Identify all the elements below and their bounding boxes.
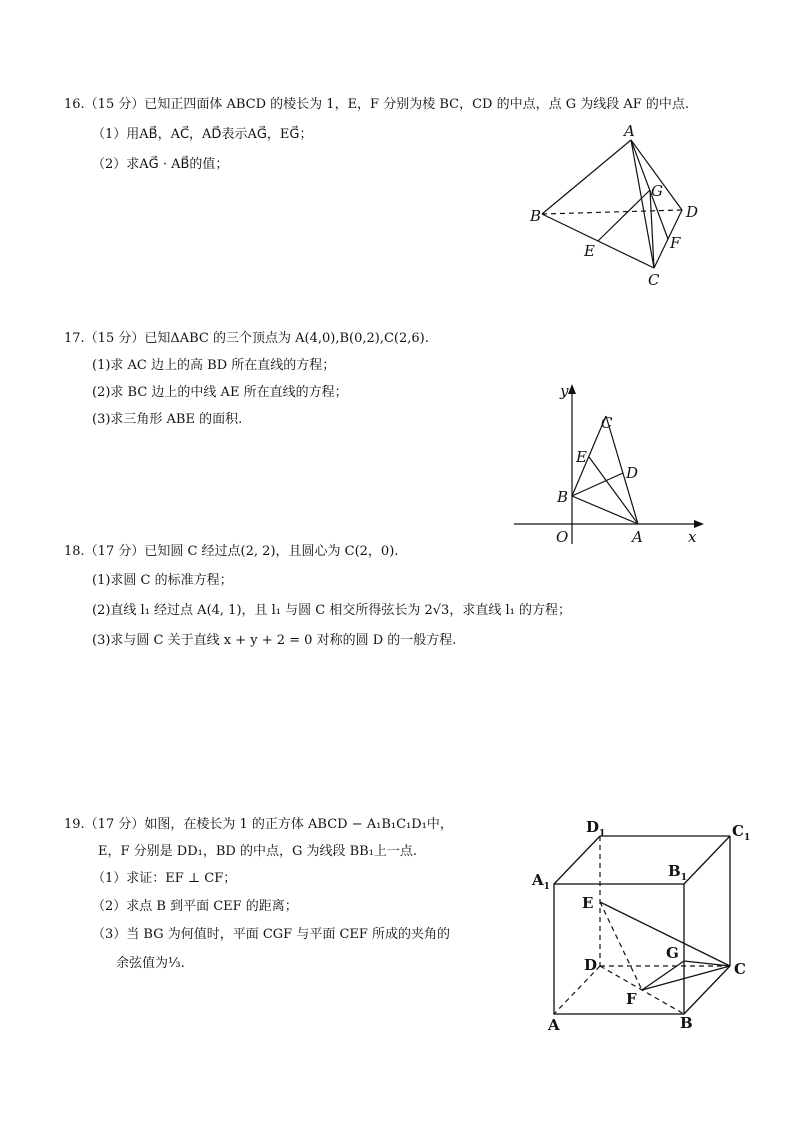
q17-part2: (2)求 BC 边上的中线 AE 所在直线的方程；: [92, 385, 348, 400]
label-g: G: [651, 182, 663, 200]
q19-part2: （2）求点 B 到平面 CEF 的距离；: [92, 899, 298, 914]
y-axis-arrow: [568, 384, 576, 394]
label-b: B: [680, 1014, 693, 1032]
label-c: C: [734, 960, 746, 978]
label-f: F: [626, 990, 637, 1008]
q19-part3-cont: 余弦值为⅓.: [116, 956, 185, 971]
q16-part1: （1）用AB⃗，AC⃗，AD⃗表示AG⃗，EG⃗；: [92, 127, 313, 142]
axis-label-y: y: [560, 382, 569, 400]
label-a: A: [632, 528, 643, 546]
label-g: G: [666, 944, 679, 962]
label-d1: $D_1$: [586, 818, 606, 839]
label-b: B: [530, 207, 542, 225]
label-d: D: [626, 464, 639, 482]
q18-part2: (2)直线 l₁ 经过点 A(4, 1)，且 l₁ 与圆 C 相交所得弦长为 2√3，求直线 l₁ 的方程；: [92, 603, 571, 618]
tetrahedron-figure: [520, 118, 720, 290]
label-e: E: [584, 242, 595, 260]
cube-figure: [528, 814, 758, 1034]
q16-part2: （2）求AG⃗ · AB⃗的值；: [92, 157, 229, 172]
label-c1: $C_1$: [732, 822, 751, 843]
q19-part1: （1）求证：EF ⊥ CF；: [92, 871, 237, 886]
x-axis-arrow: [694, 520, 704, 528]
label-c: C: [601, 414, 613, 432]
q17-part1: (1)求 AC 边上的高 BD 所在直线的方程；: [92, 358, 336, 373]
axis-label-x: x: [688, 528, 697, 546]
label-f: F: [670, 234, 681, 252]
label-d: D: [584, 956, 598, 974]
coordinate-triangle-figure: [510, 380, 710, 550]
q19-stem-line2: E，F 分别是 DD₁，BD 的中点，G 为线段 BB₁上一点.: [98, 844, 418, 859]
label-e: E: [582, 894, 594, 912]
q18-stem: 18.（17 分）已知圆 C 经过点(2, 2)，且圆心为 C(2，0).: [64, 544, 399, 559]
label-b1: $B_1$: [668, 862, 687, 883]
label-a1: $A_1$: [532, 871, 550, 892]
label-d: D: [686, 203, 699, 221]
label-a: A: [548, 1016, 560, 1034]
label-e: E: [576, 448, 587, 466]
q17-part3: (3)求三角形 ABE 的面积.: [92, 412, 243, 427]
label-b: B: [557, 488, 569, 506]
q16-stem: 16.（15 分）已知正四面体 ABCD 的棱长为 1，E，F 分别为棱 BC，CD 的中点，点 G 为线段 AF 的中点.: [64, 97, 690, 112]
label-c: C: [648, 271, 660, 289]
q17-stem: 17.（15 分）已知ΔABC 的三个顶点为 A(4,0),B(0,2),C(2,6).: [64, 331, 429, 346]
q18-part1: (1)求圆 C 的标准方程；: [92, 573, 233, 588]
q19-part3: （3）当 BG 为何值时，平面 CGF 与平面 CEF 所成的夹角的: [92, 927, 451, 942]
label-o: O: [556, 528, 569, 546]
label-a: A: [624, 122, 635, 140]
q18-part3: (3)求与圆 C 关于直线 x + y + 2 = 0 对称的圆 D 的一般方程.: [92, 633, 457, 648]
q19-stem: 19.（17 分）如图，在棱长为 1 的正方体 ABCD − A₁B₁C₁D₁中，: [64, 817, 453, 832]
